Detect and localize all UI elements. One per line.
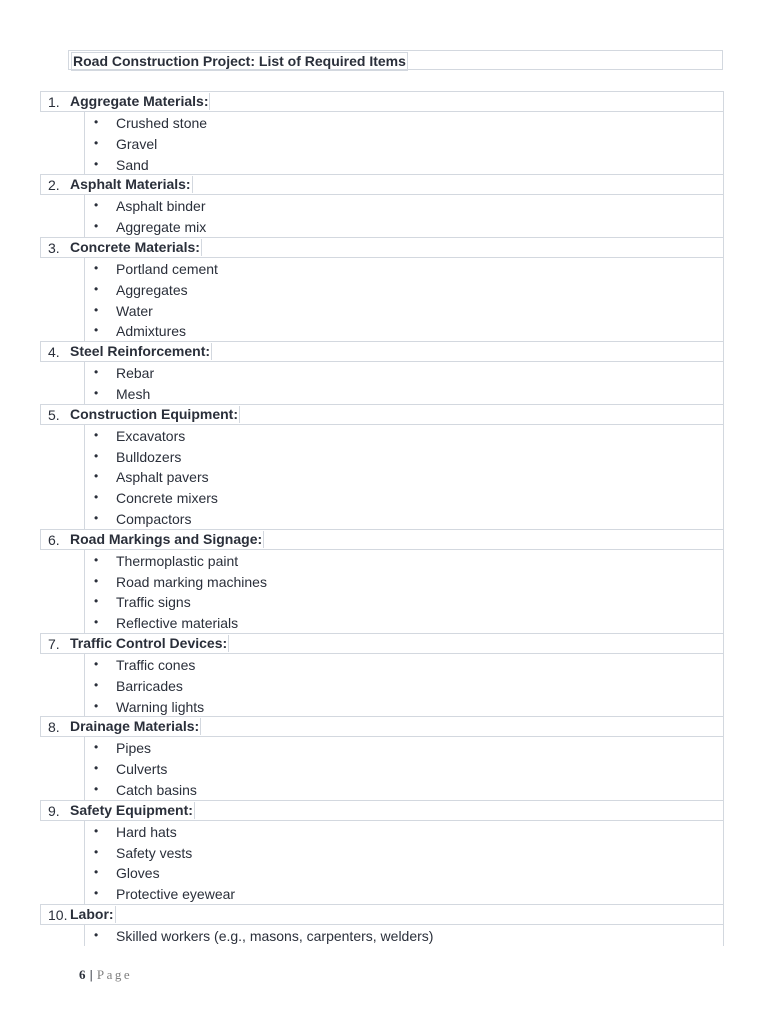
list-item-text: Warning lights	[116, 698, 205, 715]
list-item	[85, 758, 723, 779]
list-item-text: Portland cement	[116, 260, 218, 277]
bullet-icon: •	[94, 260, 99, 275]
list-item	[85, 550, 723, 571]
list-item	[85, 320, 723, 341]
page-separator: |	[86, 967, 97, 982]
list-item-text: Mesh	[116, 385, 151, 402]
list-item	[85, 383, 723, 404]
section-header	[40, 904, 724, 925]
list-item	[85, 883, 723, 904]
bullet-icon: •	[94, 594, 99, 609]
bullet-icon: •	[94, 302, 99, 317]
title-box	[68, 50, 723, 70]
document-title: Road Construction Project: List of Required Items	[73, 53, 406, 69]
section-number: 2.	[48, 177, 60, 194]
list-item	[85, 112, 723, 133]
bullet-icon: •	[94, 698, 99, 713]
list-item-text: Gravel	[116, 135, 158, 152]
section-items	[84, 112, 724, 174]
section-header	[40, 404, 724, 425]
section-items	[84, 195, 724, 237]
list-item	[85, 591, 723, 612]
section-title: Construction Equipment:	[70, 405, 238, 422]
section-title: Aggregate Materials:	[70, 93, 209, 109]
section-items	[84, 821, 724, 904]
bullet-icon: •	[94, 677, 99, 692]
bullet-icon: •	[94, 761, 99, 776]
list-item-text: Protective eyewear	[116, 886, 236, 903]
section-number: 4.	[48, 344, 60, 361]
list-item	[85, 195, 723, 216]
section-header	[40, 174, 724, 195]
section-items	[84, 654, 724, 716]
list-item-text: Gloves	[116, 865, 160, 882]
list-item	[85, 300, 723, 321]
list-item-text: Concrete mixers	[116, 490, 218, 507]
list-item-text: Excavators	[116, 427, 186, 444]
list-item	[85, 571, 723, 592]
bullet-icon: •	[94, 844, 99, 859]
page-label: Page	[96, 967, 133, 982]
bullet-icon: •	[94, 281, 99, 296]
bullet-icon: •	[94, 365, 99, 380]
list-item	[85, 487, 723, 508]
list-item-text: Reflective materials	[116, 615, 239, 632]
bullet-icon: •	[94, 656, 99, 671]
bullet-icon: •	[94, 198, 99, 213]
list-item	[85, 466, 723, 487]
list-item	[85, 821, 723, 842]
bullet-icon: •	[94, 385, 99, 400]
list-item	[85, 737, 723, 758]
section-title: Road Markings and Signage:	[70, 530, 263, 547]
list-item	[85, 612, 723, 633]
bullet-icon: •	[94, 469, 99, 484]
bullet-icon: •	[94, 323, 99, 338]
list-item-text: Catch basins	[116, 781, 197, 798]
list-item-text: Culverts	[116, 761, 168, 778]
list-item	[85, 258, 723, 279]
bullet-icon: •	[94, 615, 99, 630]
section-items	[84, 737, 724, 799]
list-item	[85, 842, 723, 863]
bullet-icon: •	[94, 740, 99, 755]
list-item	[85, 508, 723, 529]
section-items	[84, 550, 724, 633]
section-items	[84, 925, 724, 946]
list-item	[85, 779, 723, 800]
section-number: 5.	[48, 406, 60, 423]
list-item-text: Crushed stone	[116, 115, 208, 131]
required-items-list	[40, 91, 724, 946]
list-item-text: Road marking machines	[116, 573, 267, 590]
list-item-text: Rebar	[116, 365, 155, 382]
section-items	[84, 425, 724, 529]
list-item-text: Admixtures	[116, 323, 187, 340]
section-number: 6.	[48, 531, 60, 548]
section-title: Asphalt Materials:	[70, 176, 191, 193]
section-number: 3.	[48, 239, 60, 256]
list-item-text: Thermoplastic paint	[116, 552, 239, 569]
list-item-text: Skilled workers (e.g., masons, carpenters, welders)	[116, 927, 434, 944]
section-items	[84, 258, 724, 341]
section-title: Safety Equipment:	[70, 801, 193, 818]
section-header	[40, 800, 724, 821]
list-item-text: Traffic signs	[116, 594, 191, 611]
bullet-icon: •	[94, 927, 99, 942]
bullet-icon: •	[94, 490, 99, 505]
list-item	[85, 696, 723, 717]
section-items	[84, 362, 724, 404]
list-item	[85, 675, 723, 696]
list-item	[85, 279, 723, 300]
bullet-icon: •	[94, 448, 99, 463]
section-header	[40, 91, 724, 112]
list-item-text: Asphalt pavers	[116, 469, 209, 486]
list-item-text: Aggregate mix	[116, 219, 207, 236]
bullet-icon: •	[94, 115, 99, 129]
section-title: Traffic Control Devices:	[70, 634, 228, 651]
list-item	[85, 425, 723, 446]
bullet-icon: •	[94, 865, 99, 880]
section-header	[40, 237, 724, 258]
bullet-icon: •	[94, 823, 99, 838]
section-title: Steel Reinforcement:	[70, 343, 211, 360]
list-item-text: Hard hats	[116, 823, 177, 840]
section-title: Concrete Materials:	[70, 238, 200, 255]
section-title: Drainage Materials:	[70, 718, 200, 735]
section-header	[40, 633, 724, 654]
list-item	[85, 216, 723, 237]
section-number: 1.	[48, 94, 60, 110]
bullet-icon: •	[94, 886, 99, 901]
section-number: 9.	[48, 802, 60, 819]
section-number: 8.	[48, 719, 60, 736]
list-item-text: Water	[116, 302, 153, 319]
list-item-text: Asphalt binder	[116, 198, 206, 215]
section-number: 10.	[48, 906, 68, 923]
list-item-text: Barricades	[116, 677, 183, 694]
bullet-icon: •	[94, 135, 99, 150]
page-footer	[79, 967, 132, 983]
list-item-text: Safety vests	[116, 844, 193, 861]
list-item	[85, 654, 723, 675]
list-item	[85, 154, 723, 175]
section-number: 7.	[48, 635, 60, 652]
section-header	[40, 716, 724, 737]
list-item-text: Traffic cones	[116, 656, 196, 673]
bullet-icon: •	[94, 573, 99, 588]
section-header	[40, 529, 724, 550]
page-number: 6	[79, 967, 86, 982]
bullet-icon: •	[94, 219, 99, 234]
list-item-text: Aggregates	[116, 281, 188, 298]
list-item	[85, 133, 723, 154]
list-item-text: Pipes	[116, 740, 152, 757]
list-item-text: Sand	[116, 156, 149, 173]
bullet-icon: •	[94, 427, 99, 442]
section-header	[40, 341, 724, 362]
list-item	[85, 862, 723, 883]
list-item	[85, 362, 723, 383]
bullet-icon: •	[94, 156, 99, 171]
bullet-icon: •	[94, 552, 99, 567]
list-item	[85, 925, 723, 946]
bullet-icon: •	[94, 781, 99, 796]
list-item-text: Bulldozers	[116, 448, 182, 465]
list-item	[85, 446, 723, 467]
section-title: Labor:	[70, 905, 114, 922]
list-item-text: Compactors	[116, 510, 192, 527]
bullet-icon: •	[94, 510, 99, 525]
